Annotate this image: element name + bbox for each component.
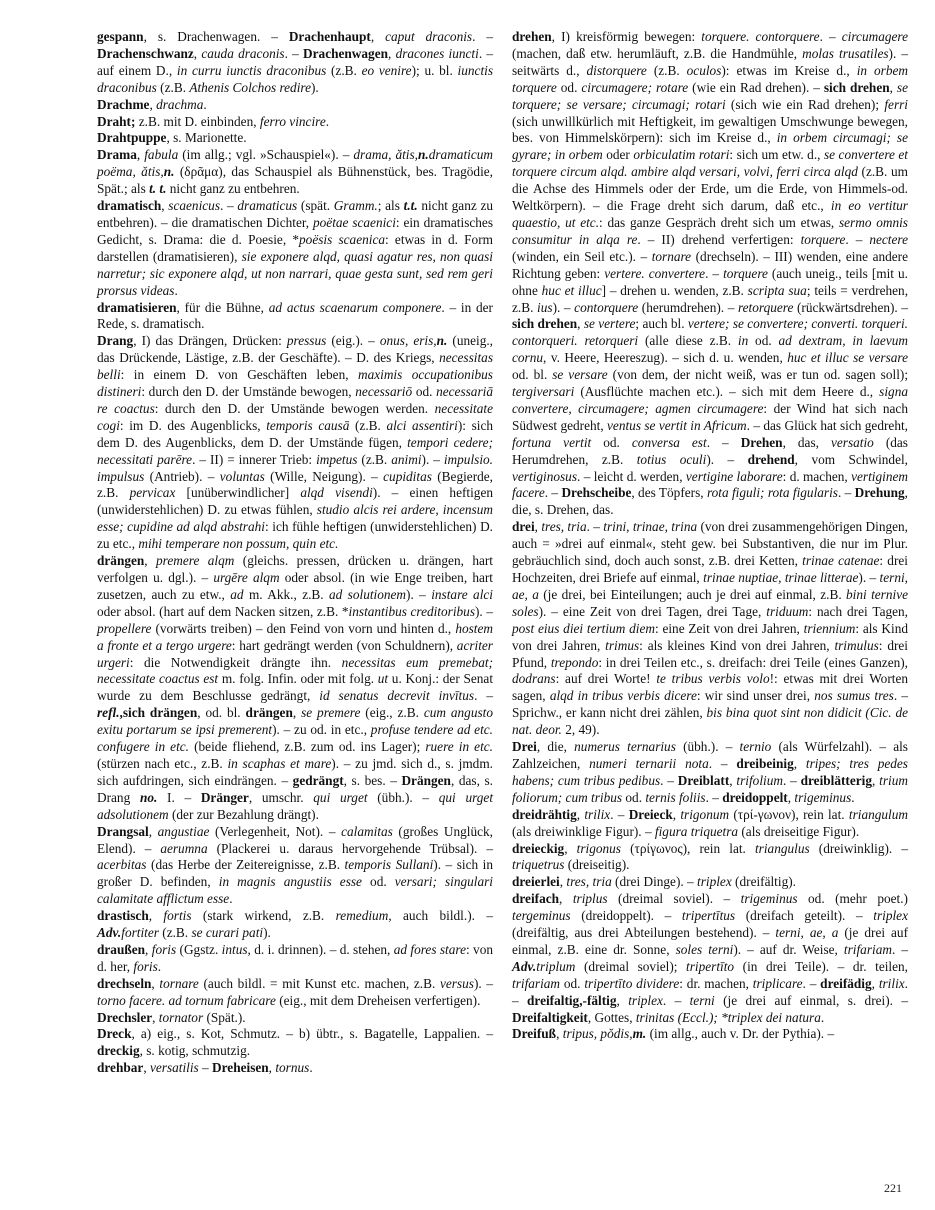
dictionary-entry	[97, 130, 493, 147]
dictionary-entry	[512, 874, 908, 891]
entry-definition: , fortis (stark wirkend, z.B. remedium, auch bildl.). – Adv.fortiter (z.B. se curari pati).	[97, 908, 493, 941]
entry-definition: , I) das Drängen, Drücken: pressus (eig.). – onus, eris,n. (uneig., das Drückende, Lästige, z.B. der Geschäfte). – D. des Kriegs, necessitas belli: in einem D. von Geschäften leben, maximis occupationibus distineri: durch den D. der Umstände bewogen, necessariō od. necessariā re coactus: durch den D. der Umstände bewogen werden. necessitate cogi: im D. des Augenblicks, temporis causā (z.B. alci assentiri): sich dem D. des Augenblicks, dem D. der Umstände fügen, tempori cedere; necessitati parēre. – II) = innerer Trieb: impetus (z.B. animi). – impulsio. impulsus (Antrieb). – voluntas (Wille, Neigung). – cupiditas (Begierde, z.B. pervicax [unüberwindlicher] alqd visendi). – einen heftigen (unwiderstehlichen) D. zu etwas fühlen, studio alcis rei ardere, incensum esse; cupidine ad alqd abstrahi: ich fühle heftigen (unwiderstehlichen) D. zu etc., mihi temperare non possum, quin etc.	[97, 333, 494, 552]
entry-definition: , tres, tria (drei Dinge). – triplex (dreifältig).	[559, 874, 796, 890]
dictionary-entry	[97, 1060, 493, 1077]
entry-headword: Drangsal	[97, 823, 149, 839]
entry-definition: , I) kreisförmig bewegen: torquere. contorquere. – circumagere (machen, daß etw. herumläuft, z.B. die Handmühle, molas trusatiles). – seitwärts d., distorquere (z.B. oculos): etwas im Kreise d., in orbem torquere od. circumagere; rotare (wie ein Rad drehen). – sich drehen, se torquere; se versare; circumagi; rotari (sich wie ein Rad drehen); ferri (sich unwillkürlich mit Heftigkeit, im gewaltigen Umschwunge bewegen, bes. von Himmelskörpern): sich im Kreise d., in orbem circumagi; se gyrare; in orbem oder orbiculatim rotari: sich um etw. d., se convertere et torquere circum alqd. ambire alqd versari, volvi, ferri circa alqd (z.B. um die Achse des Himmels oder der Erde, um die Erde, von Himmels-od. Weltkörpern). – die Frage dreht sich darum, daß etc., in eo vertitur quaestio, ut etc.: das ganze Gespräch dreht sich um etwas, sermo omnis consumitur in alqa re. – II) drehend verfertigen: torquere. – nectere (winden, ein Seil etc.). – tornare (drechseln). – III) wenden, eine andere Richtung geben: vertere. convertere. – torquere (auch uneig., teils [mit u. ohne huc et illuc] – drehen u. wenden, z.B. scripta sua; teils = verdrehen, z.B. ius). – contorquere (herumdrehen). – retorquere (rückwärtsdrehen). – sich drehen, se vertere; auch bl. vertere; se convertere; converti. torqueri. contorqueri. retorqueri (alle diese z.B. in od. ad dextram, in laevum cornu, v. Heere, Heereszug). – sich d. u. wenden, huc et illuc se versare od. bl. se versare (von dem, der nicht weiß, was er tun od. sagen soll); tergiversari (Ausflüchte machen etc.). – sich mit dem Heere d., signa convertere, circumagere; agmen circumagere: der Wind hat sich nach Südwest gedreht, ventus se vertit in Africum. – das Glück hat sich gedreht, fortuna vertit od. conversa est. – Drehen, das, versatio (das Herumdrehen, z.B. totius oculi). – drehend, vom Schwindel, vertiginosus. – leicht d. werden, vertigine laborare: d. machen, vertiginem facere. – Drehscheibe, des Töpfers, rota figuli; rota figularis. – Drehung, die, s. Drehen, das.	[512, 29, 909, 518]
dictionary-entry	[512, 739, 908, 807]
dictionary-entry	[97, 824, 493, 909]
entry-definition: , s. Marionette.	[166, 130, 247, 146]
entry-headword: Dreifuß	[512, 1026, 557, 1042]
entry-definition: , premere alqm (gleichs. pressen, drücken u. drängen, hart verfolgen u. dgl.). – urgēre alqm oder absol. (in wie Enge treiben, hart zusetzen, auch zu etw., ad m. Akk., z.B. ad solutionem). – instare alci oder absol. (hart auf dem Nacken sitzen, z.B. *instantibus creditoribus). – propellere (vorwärts treiben) – den Feind von vorn und hinten d., hostem a fronte et a tergo urgere: hart gedrängt werden (von Schuldnern), acriter urgeri: die Notwendigkeit drängte ihn. necessitas eum premebat; necessitate coactus est m. folg. Infin. oder mit folg. ut u. Konj.: der Senat wurde zu dem Beschlusse gedrängt, id senatus decrevit invītus. – refl.,sich drängen, od. bl. drängen, se premere (eig., z.B. cum angusto exitu portarum se ipsi premerent). – zu od. in etc., profuse tendere ad etc. confugere in etc. (beide fliehend, z.B. zum od. ins Lager); ruere in etc. (stürzen nach etc., z.B. in scaphas et mare). – zu jmd. sich d., s. jmdm. sich aufdringen, sich eindrängen. – gedrängt, s. bes. – Drängen, das, s. Drang no. I. – Dränger, umschr. qui urget (übh.). – qui urget adsolutionem (der zur Bezahlung drängt).	[97, 553, 494, 822]
entry-headword: dreierlei	[512, 874, 560, 890]
entry-definition: , die, numerus ternarius (übh.). – ternio (als Würfelzahl). – als Zahlzeichen, numeri ternarii nota. – dreibeinig, tripes; tres pedes habens; cum tribus pedibus. – Dreiblatt, trifolium. – dreiblätterig, trium foliorum; cum tribus od. ternis foliis. – dreidoppelt, trigeminus.	[512, 739, 908, 805]
entry-headword: dramatisieren	[97, 299, 177, 315]
entry-headword: gespann	[97, 29, 144, 44]
dictionary-entry	[97, 198, 493, 299]
entry-headword: drehen	[512, 29, 552, 44]
dictionary-entry	[97, 1010, 493, 1027]
entry-headword: drei	[512, 519, 535, 535]
entry-headword: drehbar	[97, 1060, 144, 1076]
entry-headword: drastisch	[97, 908, 149, 924]
entry-headword: drängen	[97, 553, 145, 569]
dictionary-entry	[97, 333, 493, 553]
dictionary-entry	[97, 29, 493, 97]
dictionary-entry	[512, 1026, 908, 1043]
dictionary-entry	[97, 147, 493, 198]
entry-headword: draußen	[97, 941, 146, 957]
entry-definition: , trigonus (τρίγωνος), rein lat. triangulus (dreiwinklig). – triquetrus (dreiseitig).	[512, 840, 909, 873]
entry-definition: , tripus, pŏdis,m. (im allg., auch v. Dr. der Pythia). –	[556, 1026, 835, 1042]
dictionary-entry	[97, 97, 493, 114]
entry-definition: , foris (Ggstz. intus, d. i. drinnen). – d. stehen, ad fores stare: von d. her, foris.	[97, 941, 493, 974]
dictionary-entry	[97, 942, 493, 976]
entry-headword: dramatisch	[97, 198, 162, 214]
dictionary-entry	[97, 976, 493, 1010]
entry-definition: , für die Bühne, ad actus scaenarum componere. – in der Rede, s. dramatisch.	[97, 299, 493, 332]
entry-definition: , drachma.	[149, 96, 207, 112]
dictionary-entry	[97, 553, 493, 824]
entry-headword: dreifach	[512, 891, 560, 907]
right-column	[512, 29, 908, 1043]
entry-definition: , tornare (auch bildl. = mit Kunst etc. machen, z.B. versus). – torno facere. ad tornum fabricare (eig., mit dem Dreheisen verfertigen).	[97, 975, 494, 1008]
entry-definition: , versatilis – Dreheisen, tornus.	[143, 1060, 313, 1076]
page-number: 221	[884, 1181, 902, 1195]
entry-headword: dreieckig	[512, 840, 565, 856]
entry-definition: , trilix. – Dreieck, trigonum (τρί-γωνον), rein lat. triangulum (als dreiwinklige Figur). – figura triquetra (als dreiseitige Figur).	[512, 806, 908, 839]
dictionary-entry	[512, 807, 908, 841]
dictionary-entry	[512, 519, 908, 739]
entry-headword: Drang	[97, 333, 134, 349]
dictionary-entry	[97, 300, 493, 334]
entry-definition: , s. Drachenwagen. – Drachenhaupt, caput draconis. – Drachenschwanz, cauda draconis. – Drachenwagen, dracones iuncti. – auf einem D., in curru iunctis draconibus (z.B. eo venire); u. bl. iunctis draconibus (z.B. Athenis Colchos redire).	[97, 29, 494, 95]
entry-headword: Drei	[512, 739, 537, 755]
entry-headword: Dreck	[97, 1026, 132, 1042]
entry-definition: , tornator (Spät.).	[152, 1009, 246, 1025]
entry-definition: , triplus (dreimal soviel). – trigeminus od. (mehr poet.) tergeminus (dreidoppelt). – tripertītus (dreifach geteilt). – triplex (dreifältig, aus drei Abteilungen bestehend). – terni, ae, a (je drei auf einmal, z.B. eine dr. Sonne, soles terni). – auf dr. Weise, trifariam. – Adv.triplum (dreimal soviel); tripertīto (in drei Teile). – dr. teilen, trifariam od. tripertīto dividere: dr. machen, triplicare. – dreifädig, trilix. – dreifaltig,-fältig, triplex. – terni (je drei auf einmal, s. drei). – Dreifaltigkeit, Gottes, trinitas (Eccl.); *triplex dei natura.	[512, 891, 909, 1025]
dictionary-entry	[512, 841, 908, 875]
entry-definition: z.B. mit D. einbinden, ferro vincire.	[135, 113, 330, 129]
dictionary-entry	[97, 908, 493, 942]
entry-definition: , scaenicus. – dramaticus (spät. Gramm.; als t.t. nicht ganz zu entbehren). – die dramatischen Dichter, poëtae scaenici: ein dramatisches Gedicht, s. Drama: die d. Poesie, *poësis scaenica: etwas in d. Form darstellen (dramatisieren), sie exponere alqd, quasi agatur res, non quasi narretur; sic exponere alqd, ut non narrari, quae gesta sunt, sed rem geri prorsus videas.	[97, 198, 493, 298]
entry-headword: dreidrähtig	[512, 806, 577, 822]
entry-headword: Drahtpuppe	[97, 130, 167, 146]
entry-definition: , tres, tria. – trini, trinae, trina (von drei zusammengehörigen Dingen, auch = »drei auf einmal«, steht gew. bei Substantiven, die nur im Plur. gebräuchlich sind, doch auch sonst, z.B. drei Ketten, trinae catenae: drei Hochzeiten, drei Briefe auf einmal, trinae nuptiae, trinae litterae). – terni, ae, a (je drei, bei Einteilungen; auch je drei auf einmal, z.B. bini ternive soles). – eine Zeit von drei Tagen, drei Tage, triduum: nach drei Tagen, post eius diei tertium diem: eine Zeit von drei Jahren, triennium: als Kind von drei Jahren, trimus: als kleines Kind von drei Jahren, trimulus: drei Pfund, trepondo: in drei Teilen etc., s. dreifach: drei Teile (eines Ganzen), dodrans: auf drei Worte! te tribus verbis volo!: etwas mit drei Worten sagen, alqd in tribus verbis dicere: wir sind unser drei, nos sumus tres. – Sprichw., er kann nicht drei zählen, bis bina quot sint non didicit (Cic. de nat. deor. 2, 49).	[512, 519, 908, 738]
entry-headword: drechseln	[97, 975, 152, 991]
entry-headword: Drachme	[97, 96, 150, 112]
dictionary-entry	[97, 114, 493, 131]
entry-definition: , fabula (im allg.; vgl. »Schauspiel«). – drama, ătis,n.dramaticum poëma, ătis,n. (δρᾶμα), das Schauspiel als Bühnenstück, bes. Tragödie, Spät.; als t. t. nicht ganz zu entbehren.	[97, 147, 494, 197]
dictionary-entry	[512, 891, 908, 1026]
entry-headword: Drechsler	[97, 1009, 153, 1025]
dictionary-entry	[97, 1026, 493, 1060]
entry-definition: , a) eig., s. Kot, Schmutz. – b) übtr., s. Bagatelle, Lappalien. – dreckig, s. kotig, schmutzig.	[97, 1026, 493, 1059]
entry-definition: , angustiae (Verlegenheit, Not). – calamitas (großes Unglück, Elend). – aerumna (Plackerei u. daraus hervorgehende Trübsal). – acerbitas (das Herbe der Zeitereignisse, z.B. temporis Sullani). – sich in großer D. befinden, in magnis angustiis esse od. versari; singulari calamitate afflictum esse.	[97, 823, 493, 907]
left-column	[97, 29, 493, 1077]
entry-headword: Drama	[97, 147, 137, 163]
entry-headword: Draht;	[97, 113, 136, 129]
dictionary-entry	[512, 29, 908, 519]
